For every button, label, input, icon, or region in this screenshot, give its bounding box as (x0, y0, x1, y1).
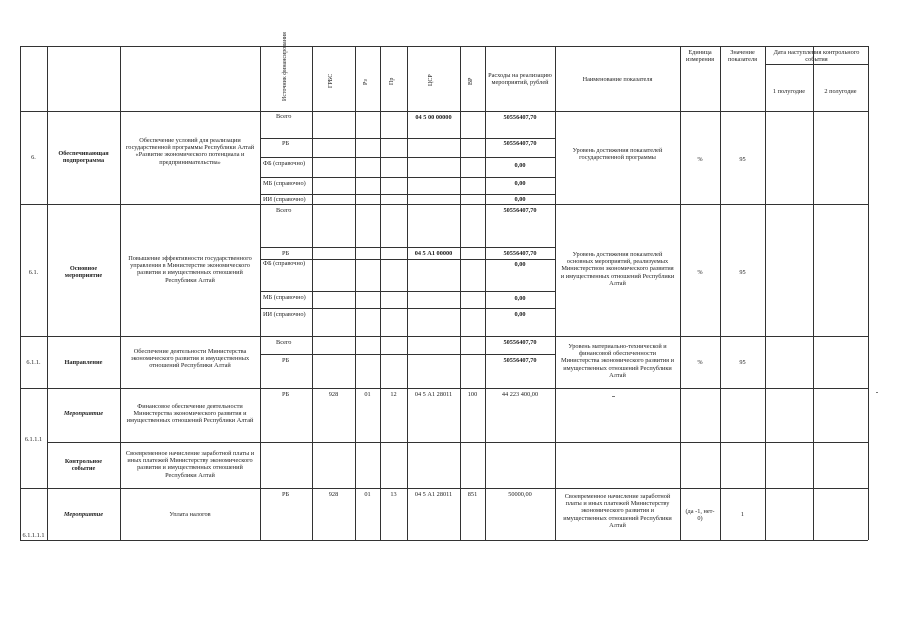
row-6-1-1-1-1-number: 6.1.1.1.1 (22, 532, 45, 539)
row-6-1-amount-mb: 0,00 (514, 295, 526, 302)
header-pr: Пр (389, 77, 395, 85)
row-6-amount-fb: 0,00 (514, 162, 526, 169)
row-6-src-total: Всего (276, 113, 292, 120)
row-6-amount-total: 50556407,70 (503, 114, 537, 121)
row-6-1-1-indicator: Уровень материально-технической и финансовой обеспеченности Министерства экономического развития и имущественных отношений Республики Алтай (560, 343, 675, 379)
row-6-1-1-1-name: Финансовое обеспечение деятельности Министерства экономического развития и имущественных отношений Республики Алтай (126, 403, 254, 425)
plan-table (20, 32, 868, 540)
row-6-type: Обеспечивающая подпрограмма (58, 150, 109, 165)
row-6-1-src-mb: МБ (справочно) (263, 294, 306, 301)
header-value: Значение показателя (728, 49, 757, 64)
row-6-1-1-1-1-type: Мероприятие (63, 511, 104, 518)
row-6-value: 95 (739, 156, 746, 163)
header-expenses: Расходы на реализацию мероприятий, рублей (488, 72, 552, 87)
row-6-1-1-1-amount: 44 223 400,00 (501, 391, 539, 398)
row-6-1-1-1-vr: 100 (467, 391, 478, 398)
header-indicator-name: Наименование показателя (582, 76, 653, 83)
row-6-1-1-1-number: 6.1.1.1 (24, 436, 43, 443)
row-6-1-1-1-1-pr: 13 (390, 491, 397, 498)
row-6-1-1-1-grbs: 928 (328, 391, 339, 398)
row-6-1-1-1-1-grbs: 928 (328, 491, 339, 498)
row-6-1-1-number: 6.1.1. (26, 359, 41, 366)
margin-mark (876, 392, 878, 393)
row-6-1-1-1-1-name: Уплата налогов (169, 511, 211, 518)
row-6-1-src-rb: РБ (282, 250, 290, 257)
header-grbs: ГРБС (328, 73, 334, 88)
row-6-1-1-1-pr: 12 (390, 391, 397, 398)
row-6-1-amount-rb: 50556407,70 (503, 250, 537, 257)
row-6-src-mb: МБ (справочно) (263, 180, 306, 187)
row-6-name: Обеспечение условий для реализации государственной программы Республики Алтай «Развитие экономического потенциала и предпринимательства» (125, 137, 255, 166)
row-6-1-amount-fb: 0,00 (514, 261, 526, 268)
dash-mark (612, 396, 615, 397)
row-6-amount-rb: 50556407,70 (503, 140, 537, 147)
row-6-1-1-1-1-src: РБ (282, 491, 290, 498)
row-6-number: 6. (31, 154, 36, 161)
row-6-1-1-type: Направление (64, 359, 103, 366)
row-6-1-number: 6.1. (28, 269, 39, 276)
row-6-1-1-amount-rb: 50556407,70 (503, 357, 537, 364)
header-half2: 2 полугодие (824, 88, 857, 95)
row-6-amount-ii: 0,00 (514, 196, 526, 203)
row-6-1-unit: % (697, 269, 703, 276)
row-6-1-csr: 04 5 А1 00000 (414, 250, 453, 257)
row-6-1-src-total: Всего (276, 207, 292, 214)
header-csr: ЦСР (428, 74, 434, 86)
row-6-1-1-1-src: РБ (282, 391, 290, 398)
row-6-1-name: Повышение эффективности государственного управления в Министерстве экономического развития и имущественных отношений Республики Алтай (128, 255, 252, 284)
row-6-1-1-amount-total: 50556407,70 (503, 339, 537, 346)
row-6-src-fb: ФБ (справочно) (263, 160, 306, 167)
row-6-1-1-1-type: Мероприятие (63, 410, 104, 417)
header-funding-source: Источник финансирования (282, 32, 288, 101)
header-control-date: Дата наступления контрольного события (773, 49, 860, 64)
row-6-1-indicator: Уровень достижения показателей основных мероприятий, реализуемых Министерством экономического развития и имущественных отношений Республики Алтай (560, 251, 675, 287)
row-6-1-1-1-1-value: 1 (740, 511, 745, 518)
row-6-csr: 04 5 00 00000 (415, 114, 452, 121)
row-6-unit: % (697, 156, 703, 163)
control-event-type: Контрольное событие (64, 458, 103, 473)
row-6-1-1-src-total: Всего (276, 339, 292, 346)
row-6-1-1-value: 95 (739, 359, 746, 366)
header-rz: Рз (363, 79, 369, 85)
row-6-1-src-ii: ИИ (справочно) (263, 311, 306, 318)
row-6-1-amount-ii: 0,00 (514, 311, 526, 318)
row-6-1-1-1-1-csr: 04 5 А1 28011 (414, 491, 453, 498)
control-event-name: Своевременное начисление заработной платы и иных платежей Министерству экономического развития и имущественных отношений Республики Алтай (125, 450, 255, 479)
row-6-amount-mb: 0,00 (514, 180, 526, 187)
row-6-1-1-name: Обеспечение деятельности Министерства экономического развития и имущественных отношений Республики Алтай (130, 348, 250, 370)
row-6-1-1-1-1-unit: (да -1, нет- 0) (685, 508, 715, 523)
row-6-1-1-1-1-vr: 851 (467, 491, 478, 498)
row-6-1-type: Основное мероприятие (64, 265, 103, 280)
header-unit: Единица измерения (685, 49, 715, 64)
header-vr: ВР (468, 77, 474, 85)
row-6-indicator: Уровень достижения показателей государственной программы (572, 147, 663, 162)
row-6-1-amount-total: 50556407,70 (503, 207, 537, 214)
row-6-1-value: 95 (739, 269, 746, 276)
row-6-1-1-1-rz: 01 (364, 391, 371, 398)
row-6-1-1-1-1-amount: 50000,00 (508, 491, 532, 498)
row-6-1-1-unit: % (697, 359, 703, 366)
row-6-1-1-1-csr: 04 5 А1 28011 (414, 391, 453, 398)
row-6-1-1-src-rb: РБ (282, 357, 290, 364)
row-6-src-ii: ИИ (справочно) (263, 196, 306, 203)
row-6-src-rb: РБ (282, 140, 290, 147)
header-half1: 1 полугодие (772, 88, 806, 95)
row-6-1-src-fb: ФБ (справочно) (263, 260, 306, 267)
row-6-1-1-1-1-indicator: Своевременное начисление заработной платы и иных платежей Министерству экономического развития и имущественных отношений Республики Алтай (563, 493, 672, 529)
row-6-1-1-1-1-rz: 01 (364, 491, 371, 498)
